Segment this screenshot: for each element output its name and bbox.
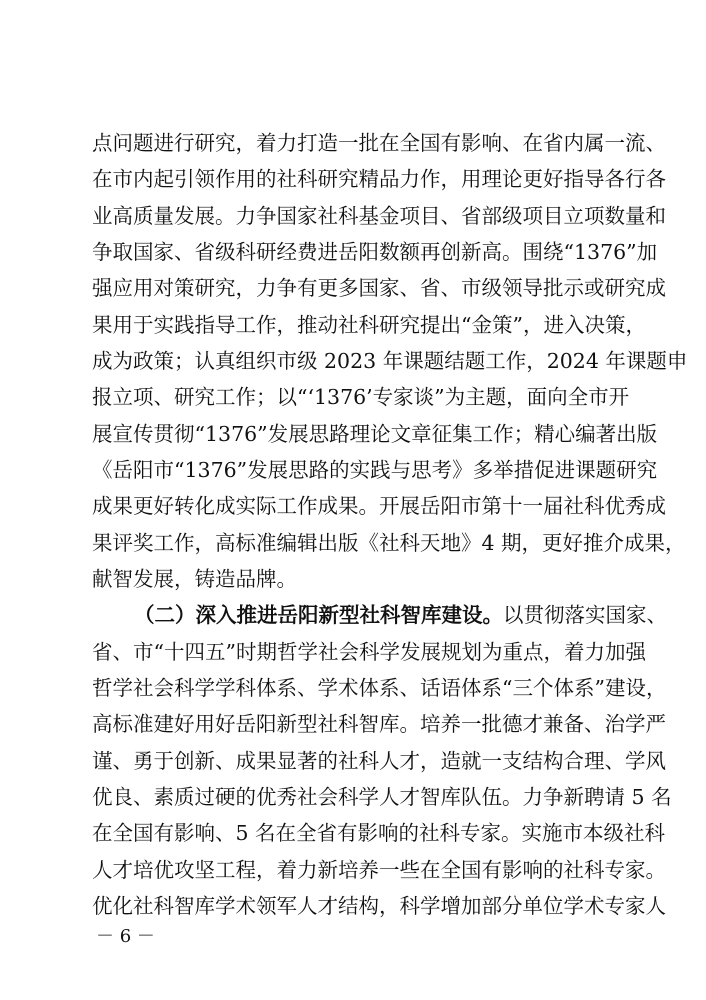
page-number: － 6 － bbox=[96, 926, 155, 947]
body-line: 谨、勇于创新、成果显著的社科人才，造就一支结构合理、学风 bbox=[92, 749, 666, 773]
body-line: 强应用对策研究，力争有更多国家、省、市级领导批示或研究成 bbox=[92, 276, 666, 300]
body-line: 优良、素质过硬的优秀社会科学人才智库队伍。力争新聘请 5 名 bbox=[92, 785, 672, 809]
body-line: 成果更好转化成实际工作成果。开展岳阳市第十一届社科优秀成 bbox=[92, 494, 666, 518]
body-line: 人才培优攻坚工程，着力新培养一些在全国有影响的社科专家。 bbox=[92, 858, 666, 882]
body-line: 果评奖工作，高标准编辑出版《社科天地》4 期，更好推介成果， bbox=[92, 531, 686, 555]
body-line: 展宣传贯彻“1376”发展思路理论文章征集工作；精心编著出版 bbox=[92, 422, 658, 446]
body-line: 报立项、研究工作；以“‘1376’专家谈”为主题，面向全市开 bbox=[92, 385, 630, 409]
body-line: 业高质量发展。力争国家社科基金项目、省部级项目立项数量和 bbox=[92, 204, 666, 228]
body-line: 在市内起引领作用的社科研究精品力作，用理论更好指导各行各 bbox=[92, 167, 666, 191]
body-line: 《岳阳市“1376”发展思路的实践与思考》多举措促进课题研究 bbox=[92, 458, 658, 482]
body-line: 高标准建好用好岳阳新型社科智库。培养一批德才兼备、治学严 bbox=[92, 712, 666, 736]
section-heading: （二）深入推进岳阳新型社科智库建设。 bbox=[134, 603, 503, 627]
body-line: 献智发展，铸造品牌。 bbox=[92, 567, 297, 591]
body-line: 争取国家、省级科研经费进岳阳数额再创新高。围绕“1376”加 bbox=[92, 240, 658, 264]
section-first-line-text: 以贯彻落实国家、 bbox=[503, 603, 667, 627]
body-line: 成为政策；认真组织市级 2023 年课题结题工作，2024 年课题申 bbox=[92, 349, 688, 373]
body-line: 果用于实践指导工作，推动社科研究提出“金策”，进入决策， bbox=[92, 313, 646, 337]
body-line: 在全国有影响、5 名在全省有影响的社科专家。实施市本级社科 bbox=[92, 821, 666, 845]
body-line: 哲学社会科学学科体系、学术体系、话语体系“三个体系”建设， bbox=[92, 676, 667, 700]
body-line: 点问题进行研究，着力打造一批在全国有影响、在省内属一流、 bbox=[92, 131, 666, 155]
body-line: 优化社科智库学术领军人才结构，科学增加部分单位学术专家人 bbox=[92, 894, 666, 918]
section-paragraph-first-line bbox=[134, 600, 667, 630]
body-line: 省、市“十四五”时期哲学社会科学发展规划为重点，着力加强 bbox=[92, 640, 646, 664]
